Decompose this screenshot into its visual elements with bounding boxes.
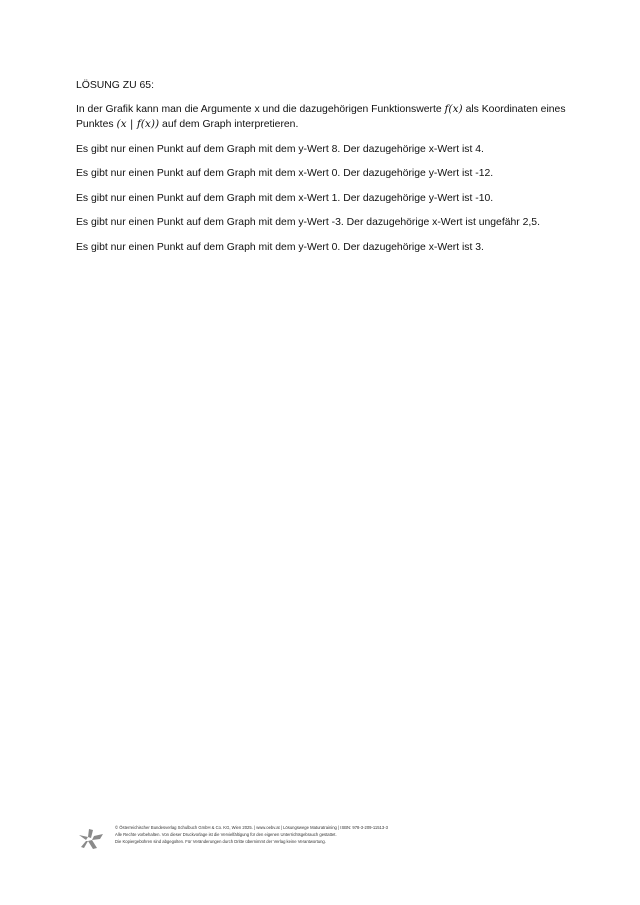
solution-content [76, 78, 576, 264]
footer-line-2: Alle Rechte vorbehalten. Von dieser Druckvorlage ist die Vervielfältigung für den eigenen Unterrichtsgebrauch gestattet. [115, 832, 337, 837]
footer-line-1: © Österreichischer Bundesverlag Schulbuch GmbH & Co. KG, Wien 2025. | www.oebv.at | Lösungswege Maturatraining | ISBN: 978-3-209-11513-3 [115, 825, 388, 830]
footer-copyright [115, 824, 575, 845]
statement-1: Es gibt nur einen Punkt auf dem Graph mit dem y-Wert 8. Der dazugehörige x-Wert ist 4. [76, 143, 484, 155]
solution-heading: LÖSUNG ZU 65: [76, 80, 154, 91]
statement-2: Es gibt nur einen Punkt auf dem Graph mit dem x-Wert 0. Der dazugehörige y-Wert ist -12. [76, 168, 494, 179]
statement-3: Es gibt nur einen Punkt auf dem Graph mit dem x-Wert 1. Der dazugehörige y-Wert ist -10. [76, 192, 494, 204]
page-footer [76, 822, 576, 852]
statement-4: Es gibt nur einen Punkt auf dem Graph mit dem y-Wert -3. Der dazugehörige x-Wert ist ungefähr 2,5. [76, 217, 540, 228]
math-point-coordinates: (x | f(x)) [116, 118, 160, 130]
intro-text-part2: als Koordinaten eines Punktes [76, 103, 566, 130]
statement-5: Es gibt nur einen Punkt auf dem Graph mit dem y-Wert 0. Der dazugehörige x-Wert ist 3. [76, 241, 484, 253]
footer-line-3: Die Kopiergebühren sind abgegolten. Für Veränderungen durch Dritte übernimmt der Verlag keine Verantwortung. [115, 839, 326, 844]
math-function-value: f(x) [444, 102, 463, 115]
intro-text-part1: In der Grafik kann man die Argumente x und die dazugehörigen Funktionswerte [76, 103, 445, 115]
intro-text-part3: auf dem Graph interpretieren. [159, 119, 299, 130]
intro-paragraph [76, 102, 576, 133]
publisher-logo-icon [76, 826, 104, 850]
